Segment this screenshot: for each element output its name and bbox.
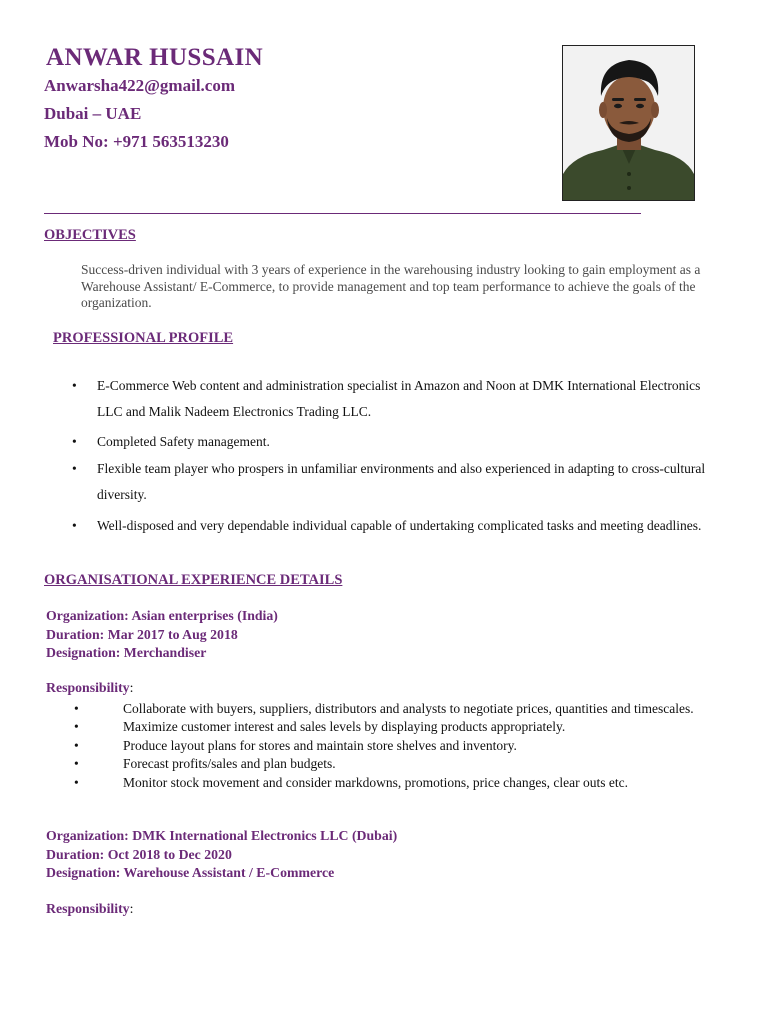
responsibility-label: Responsibility: [46,680,134,695]
list-item [0,774,768,792]
list-item-text: Forecast profits/sales and plan budgets. [123,756,336,772]
list-item [0,755,768,773]
list-item-text: Produce layout plans for stores and maintain store shelves and inventory. [123,737,517,753]
list-item [0,737,768,755]
job-duration: Duration: Mar 2017 to Aug 2018 [46,626,238,642]
list-item [0,718,768,736]
list-item-text: Completed Safety management. [97,434,270,449]
organization-name: Organization: DMK International Electronics LLC (Dubai) [46,828,398,843]
list-item [0,513,768,539]
bullet: • [72,461,77,476]
list-item-text: Well-disposed and very dependable individual capable of undertaking complicated tasks and meeting deadlines. [97,518,702,533]
list-item-text: Collaborate with buyers, suppliers, distributors and analysts to negotiate prices, quantities and timescales. [123,701,694,716]
mobile-number: Mob No: +971 563513230 [44,132,229,151]
experience-heading: ORGANISATIONAL EXPERIENCE DETAILS [44,572,343,588]
bullet: • [74,737,79,753]
bullet: • [74,774,79,790]
job-designation: Designation: Warehouse Assistant / E-Commerce [46,865,335,880]
header-divider [44,213,641,214]
email-address: Anwarsha422@gmail.com [44,76,236,95]
bullet: • [72,434,77,449]
job-entry-1 [46,607,278,663]
bullet: • [74,719,79,735]
professional-profile-heading: PROFESSIONAL PROFILE [53,330,234,346]
objectives-heading: OBJECTIVES [44,227,136,243]
profile-photo [562,45,695,201]
job-designation: Designation: Merchandiser [46,645,207,660]
list-item-text: Flexible team player who prospers in unfamiliar environments and also experienced in adapting to cross-cultural diversity. [97,461,706,502]
list-item [0,456,768,508]
bullet: • [72,518,77,533]
bullet: • [72,378,77,393]
responsibility-label: Responsibility: [46,901,134,916]
list-item-text: E-Commerce Web content and administration specialist in Amazon and Noon at DMK International Electronics LLC and Malik Nadeem Electronics Trading LLC. [97,378,701,419]
location: Dubai – UAE [44,104,142,123]
list-item [0,700,768,718]
list-item-text: Maximize customer interest and sales levels by displaying products appropriately. [123,719,566,735]
list-item-text: Monitor stock movement and consider markdowns, promotions, price changes, clear outs etc. [123,774,628,790]
candidate-name: ANWAR HUSSAIN [46,44,264,71]
bullet: • [74,756,79,772]
list-item [0,429,768,455]
job-entry-2 [46,827,397,883]
bullet: • [74,701,79,716]
organization-name: Organization: Asian enterprises (India) [46,608,278,623]
objectives-text: Success-driven individual with 3 years of experience in the warehousing industry looking to gain employment as a Warehouse Assistant/ E-Commerce, to provide management and top team performance to achieve the goals of the organization. [81,262,701,310]
list-item [0,373,768,425]
professional-profile-list [0,373,768,539]
job-duration: Duration: Oct 2018 to Dec 2020 [46,846,232,862]
responsibility-list [0,700,768,792]
